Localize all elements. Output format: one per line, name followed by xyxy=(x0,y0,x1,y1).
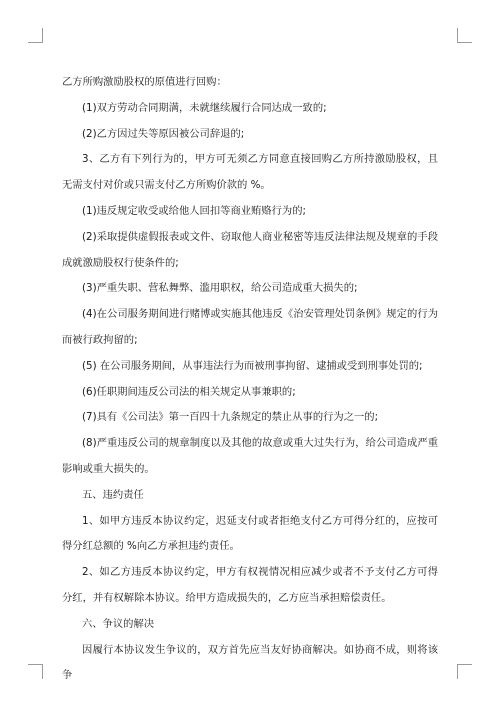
paragraph-dispute: 因履行本协议发生争议的，双方首先应当友好协商解决。如协商不成，则将该争 xyxy=(62,643,438,682)
crop-mark-top-left xyxy=(28,28,43,43)
paragraph-item-4: (4)在公司服务期间进行赌博或实施其他违反《治安管理处罚条例》规定的行为而被行政拘留的; xyxy=(62,308,438,346)
paragraph-item-1: (1)违反规定收受或给他人回扣等商业贿赂行为的; xyxy=(82,204,306,217)
paragraph-repurchase-intro: 乙方所购激励股权的原值进行回购： xyxy=(62,76,227,88)
paragraph-item-2: (2)采取提供虚假报表或文件、窃取他人商业秘密等违反法律法规及规章的手段成就激励股权行使条件的; xyxy=(62,230,438,269)
paragraph-item-3: (3)严重失职、营私舞弊、滥用职权，给公司造成重大损失的; xyxy=(82,282,358,295)
section-heading-dispute: 六、争议的解决 xyxy=(82,617,155,630)
document-body xyxy=(62,70,438,689)
paragraph-clause-1: (1)双方劳动合同期满，未就继续履行合同达成一致的; xyxy=(82,101,327,114)
section-heading-liability: 五、违约责任 xyxy=(82,488,144,501)
paragraph-clause-2: (2)乙方因过失等原因被公司辞退的; xyxy=(82,127,245,140)
paragraph-item-8: (8)严重违反公司的规章制度以及其他的故意或重大过失行为，给公司造成严重影响或重大损失的。 xyxy=(62,437,438,475)
crop-mark-bottom-right xyxy=(457,664,472,679)
paragraph-item-5: (5) 在公司服务期间，从事违法行为而被刑事拘留、逮捕或受到刑事处罚的; xyxy=(82,359,423,372)
crop-mark-top-right xyxy=(457,28,472,43)
paragraph-liability-2: 2、如乙方违反本协议约定，甲方有权视情况相应减少或者不予支付乙方可得分红，并有权解除本协议。给甲方造成损失的，乙方应当承担赔偿责任。 xyxy=(62,566,438,604)
paragraph-section-3: 3、乙方有下列行为的，甲方可无须乙方同意直接回购乙方所持激励股权，且无需支付对价或只需支付乙方所购价款的 %。 xyxy=(62,153,438,192)
paragraph-liability-1: 1、如甲方违反本协议约定，迟延支付或者拒绝支付乙方可得分红的，应按可得分红总额的 %向乙方承担违约责任。 xyxy=(62,514,438,553)
crop-mark-bottom-left xyxy=(28,664,43,679)
paragraph-item-6: (6)任职期间违反公司法的相关规定从事兼职的; xyxy=(82,385,296,398)
paragraph-item-7: (7)具有《公司法》第一百四十九条规定的禁止从事的行为之一的; xyxy=(82,411,379,424)
